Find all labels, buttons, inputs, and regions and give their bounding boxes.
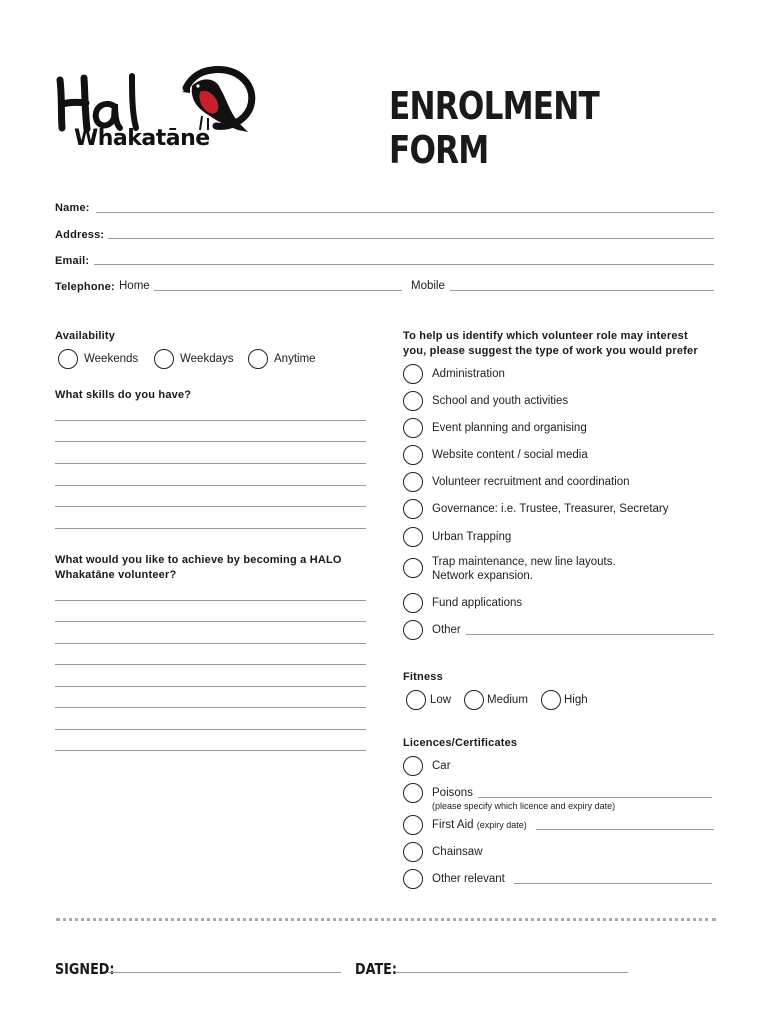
role-urban-trapping-radio[interactable] xyxy=(403,527,423,547)
availability-heading: Availability xyxy=(55,330,116,342)
fitness-low-radio[interactable] xyxy=(406,690,426,710)
achieve-line[interactable] xyxy=(55,664,366,665)
role-other-label: Other xyxy=(432,624,461,636)
licence-first-aid-field[interactable] xyxy=(536,829,714,830)
weekdays-label: Weekdays xyxy=(180,353,234,365)
name-label: Name: xyxy=(55,202,90,214)
address-label: Address: xyxy=(55,229,105,241)
role-website-radio[interactable] xyxy=(403,445,423,465)
skills-line[interactable] xyxy=(55,528,366,529)
role-trap-maintenance-label-line2: Network expansion. xyxy=(432,570,533,582)
role-school-youth-label: School and youth activities xyxy=(432,395,569,407)
email-label: Email: xyxy=(55,255,90,267)
roles-heading-line1: To help us identify which volunteer role may interest xyxy=(403,330,688,342)
licences-heading: Licences/Certificates xyxy=(403,737,518,749)
achieve-line[interactable] xyxy=(55,686,366,687)
role-governance-radio[interactable] xyxy=(403,499,423,519)
licence-poisons-radio[interactable] xyxy=(403,783,423,803)
licence-other-radio[interactable] xyxy=(403,869,423,889)
licence-first-aid-text: First Aid xyxy=(432,819,474,831)
licence-chainsaw-radio[interactable] xyxy=(403,842,423,862)
fitness-low-label: Low xyxy=(430,694,452,706)
role-event-planning-label: Event planning and organising xyxy=(432,422,587,434)
achieve-heading-line2: Whakatāne volunteer? xyxy=(55,569,177,581)
licence-other-label: Other relevant xyxy=(432,873,505,885)
role-other-radio[interactable] xyxy=(403,620,423,640)
dotted-divider xyxy=(56,918,716,921)
achieve-line[interactable] xyxy=(55,707,366,708)
licence-poisons-note: (please specify which licence and expiry date) xyxy=(432,801,616,811)
skills-line[interactable] xyxy=(55,463,366,464)
signature-field[interactable] xyxy=(108,972,341,973)
role-fund-applications-label: Fund applications xyxy=(432,597,523,609)
mobile-phone-label: Mobile xyxy=(411,280,445,292)
fitness-medium-label: Medium xyxy=(487,694,528,706)
role-administration-radio[interactable] xyxy=(403,364,423,384)
licence-first-aid-label xyxy=(432,819,527,831)
achieve-line[interactable] xyxy=(55,750,366,751)
achieve-line[interactable] xyxy=(55,621,366,622)
skills-heading: What skills do you have? xyxy=(55,389,192,401)
role-urban-trapping-label: Urban Trapping xyxy=(432,531,512,543)
role-volunteer-recruitment-radio[interactable] xyxy=(403,472,423,492)
date-label: DATE: xyxy=(355,960,397,978)
signed-label: SIGNED: xyxy=(55,960,115,978)
role-administration-label: Administration xyxy=(432,368,505,380)
fitness-high-label: High xyxy=(564,694,588,706)
logo-subtext: Whakatāne xyxy=(74,126,210,151)
licence-car-label: Car xyxy=(432,760,451,772)
anytime-radio[interactable] xyxy=(248,349,268,369)
role-volunteer-recruitment-label: Volunteer recruitment and coordination xyxy=(432,476,630,488)
home-phone-field[interactable] xyxy=(154,290,402,291)
skills-line[interactable] xyxy=(55,441,366,442)
role-trap-maintenance-radio[interactable] xyxy=(403,558,423,578)
name-field[interactable] xyxy=(96,212,714,213)
roles-heading-line2: you, please suggest the type of work you would prefer xyxy=(403,345,698,357)
halo-logo xyxy=(52,66,262,158)
page-title: ENROLMENT FORM xyxy=(389,84,599,172)
mobile-phone-field[interactable] xyxy=(450,290,714,291)
role-governance-label: Governance: i.e. Trustee, Treasurer, Secretary xyxy=(432,503,669,515)
weekends-label: Weekends xyxy=(84,353,139,365)
anytime-label: Anytime xyxy=(274,353,316,365)
telephone-label: Telephone: xyxy=(55,281,115,293)
licence-other-field[interactable] xyxy=(514,883,712,884)
achieve-heading-line1: What would you like to achieve by becoming a HALO xyxy=(55,554,342,566)
skills-line[interactable] xyxy=(55,506,366,507)
fitness-high-radio[interactable] xyxy=(541,690,561,710)
licence-first-aid-note: (expiry date) xyxy=(476,820,527,830)
achieve-line[interactable] xyxy=(55,729,366,730)
licence-first-aid-radio[interactable] xyxy=(403,815,423,835)
role-event-planning-radio[interactable] xyxy=(403,418,423,438)
fitness-medium-radio[interactable] xyxy=(464,690,484,710)
skills-line[interactable] xyxy=(55,420,366,421)
licence-poisons-label: Poisons xyxy=(432,787,473,799)
fitness-heading: Fitness xyxy=(403,671,443,683)
licence-poisons-field[interactable] xyxy=(478,797,712,798)
role-school-youth-radio[interactable] xyxy=(403,391,423,411)
achieve-line[interactable] xyxy=(55,600,366,601)
role-other-field[interactable] xyxy=(466,634,714,635)
role-trap-maintenance-label-line1: Trap maintenance, new line layouts. xyxy=(432,556,616,568)
licence-chainsaw-label: Chainsaw xyxy=(432,846,483,858)
weekdays-radio[interactable] xyxy=(154,349,174,369)
email-field[interactable] xyxy=(94,264,714,265)
licence-car-radio[interactable] xyxy=(403,756,423,776)
address-field[interactable] xyxy=(108,238,714,239)
weekends-radio[interactable] xyxy=(58,349,78,369)
skills-line[interactable] xyxy=(55,485,366,486)
home-phone-label: Home xyxy=(119,280,150,292)
role-website-label: Website content / social media xyxy=(432,449,588,461)
role-fund-applications-radio[interactable] xyxy=(403,593,423,613)
achieve-line[interactable] xyxy=(55,643,366,644)
date-field[interactable] xyxy=(395,972,628,973)
